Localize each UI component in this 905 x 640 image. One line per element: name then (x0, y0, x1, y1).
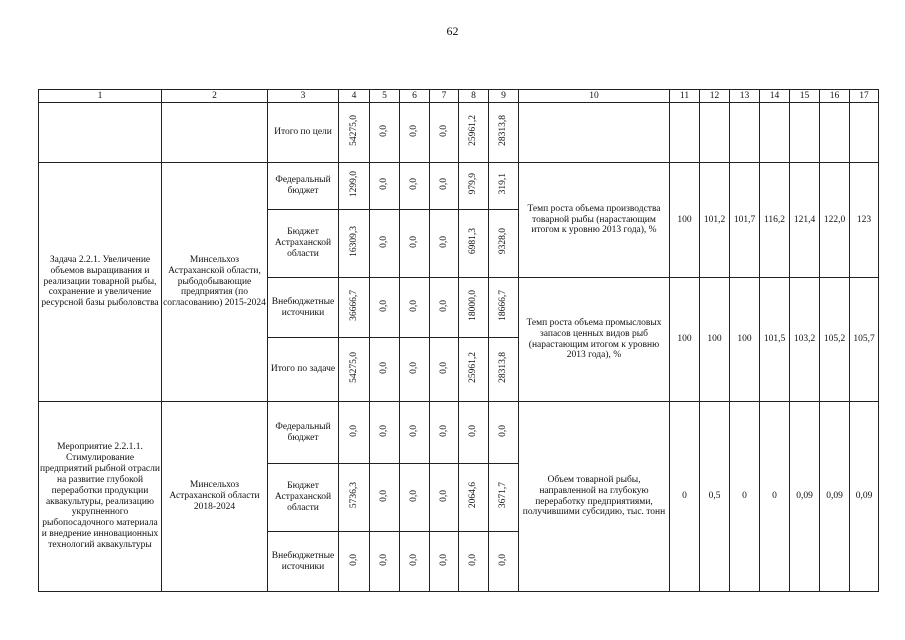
indicator-value: 0 (670, 402, 700, 592)
amount-2018: 2064,6 (468, 482, 479, 509)
amount-2017: 0,0 (438, 361, 449, 374)
empty-cell (670, 103, 700, 163)
col-header: 6 (400, 90, 430, 103)
amount-2016: 0,0 (409, 178, 420, 190)
amount-2017: 0,0 (438, 553, 449, 566)
amount-2015: 0,0 (379, 235, 390, 248)
amount-2016: 0,0 (409, 424, 420, 437)
indicator-value: 0,5 (700, 402, 730, 592)
col-header: 8 (459, 90, 489, 103)
indicator-value: 0 (730, 402, 760, 592)
amount-total: 5736,3 (348, 482, 359, 509)
indicator-value: 0,09 (850, 402, 879, 592)
amount-2015: 0,0 (379, 424, 390, 437)
indicator-value: 100 (700, 278, 730, 402)
empty-cell (820, 103, 850, 163)
amount-2018: 979,9 (468, 173, 479, 195)
col-header: 12 (700, 90, 730, 103)
amount-2019: 28313,8 (498, 115, 509, 146)
indicator-value: 101,7 (730, 163, 760, 278)
amount-total: 1299,0 (348, 170, 359, 198)
amount-2018: 25961,2 (468, 115, 479, 146)
empty-cell (519, 103, 670, 163)
col-header: 3 (268, 90, 339, 103)
indicator-value: 116,2 (760, 163, 790, 278)
col-header: 5 (370, 90, 400, 103)
indicator-text: Темп роста объема производства товарной рыбы (нарастающим итогом к уровню 2013 года), % (519, 163, 670, 278)
empty-cell (760, 103, 790, 163)
amount-2019: 9328,0 (498, 228, 509, 255)
goal-total-row (39, 103, 879, 163)
indicator-value: 103,2 (790, 278, 820, 402)
source-label: Внебюджетные источники (268, 532, 339, 592)
amount-2017: 0,0 (438, 178, 449, 190)
amount-total: 54275,0 (348, 352, 359, 383)
measure-title: Мероприятие 2.2.1.1. Стимулирование предприятий рыбной отрасли на развитие глубокой переработки продукции аквакультуры, реализацию укрупненного рыбопосадочного материала и внедрение инновационных технологий аквакультуры (39, 402, 162, 592)
source-label: Федеральный бюджет (268, 163, 339, 210)
amount-total: 16309,3 (348, 226, 359, 257)
indicator-value: 100 (670, 278, 700, 402)
amount-2019: 0,0 (498, 553, 509, 566)
amount-2017: 0,0 (438, 124, 449, 137)
amount-2015: 0,0 (379, 489, 390, 502)
amount-total: 0,0 (348, 553, 359, 566)
amount-2016: 0,0 (409, 299, 420, 312)
indicator-value: 0,09 (790, 402, 820, 592)
page-number: 62 (446, 24, 459, 38)
amount-2018: 18000,0 (468, 290, 479, 321)
amount-2019: 319,1 (498, 173, 509, 195)
amount-2016: 0,0 (409, 124, 420, 137)
col-header: 10 (519, 90, 670, 103)
indicator-text: Темп роста объема промысловых запасов ценных видов рыб (нарастающим итогом к уровню 2013 года), % (519, 278, 670, 402)
col-header: 4 (339, 90, 370, 103)
measure-row-federal (39, 402, 879, 464)
task-title: Задача 2.2.1. Увеличение объемов выращивания и реализации товарной рыбы, сохранение и увеличение ресурсной базы рыболовства (39, 163, 162, 402)
indicator-value: 0 (760, 402, 790, 592)
source-label: Итого по задаче (268, 338, 339, 402)
indicator-value: 121,4 (790, 163, 820, 278)
amount-2018: 0,0 (468, 553, 479, 566)
task-row-federal (39, 163, 879, 210)
amount-total: 54275,0 (348, 115, 359, 146)
source-label: Бюджет Астраханской области (268, 464, 339, 532)
amount-2017: 0,0 (438, 489, 449, 502)
col-header: 17 (850, 90, 879, 103)
empty-cell (162, 103, 268, 163)
budget-table (38, 89, 879, 592)
amount-2015: 0,0 (379, 553, 390, 566)
amount-2017: 0,0 (438, 424, 449, 437)
col-header: 7 (430, 90, 459, 103)
amount-2015: 0,0 (379, 299, 390, 312)
source-label: Итого по цели (268, 103, 339, 163)
amount-total: 36666,7 (348, 290, 359, 321)
amount-2017: 0,0 (438, 299, 449, 312)
indicator-value: 105,2 (820, 278, 850, 402)
empty-cell (39, 103, 162, 163)
indicator-text: Объем товарной рыбы, направленной на глубокую переработку предприятиями, получившими субсидию, тыс. тонн (519, 402, 670, 592)
col-header: 16 (820, 90, 850, 103)
col-header: 15 (790, 90, 820, 103)
amount-2018: 6981,3 (468, 228, 479, 255)
indicator-value: 101,2 (700, 163, 730, 278)
amount-2019: 28313,8 (498, 352, 509, 383)
col-header: 2 (162, 90, 268, 103)
amount-2016: 0,0 (409, 235, 420, 248)
amount-2015: 0,0 (379, 178, 390, 190)
source-label: Федеральный бюджет (268, 402, 339, 464)
empty-cell (730, 103, 760, 163)
amount-2018: 0,0 (468, 424, 479, 437)
amount-2015: 0,0 (379, 361, 390, 374)
amount-2015: 0,0 (379, 124, 390, 137)
indicator-value: 101,5 (760, 278, 790, 402)
amount-2018: 25961,2 (468, 352, 479, 383)
indicator-value: 122,0 (820, 163, 850, 278)
source-label: Бюджет Астраханской области (268, 210, 339, 278)
indicator-value: 100 (730, 278, 760, 402)
col-header: 13 (730, 90, 760, 103)
task-executor: Минсельхоз Астраханской области, рыбодобывающие предприятия (по согласованию) 2015-2024 (162, 163, 268, 402)
col-header: 11 (670, 90, 700, 103)
amount-2016: 0,0 (409, 553, 420, 566)
empty-cell (790, 103, 820, 163)
col-header: 1 (39, 90, 162, 103)
empty-cell (700, 103, 730, 163)
col-header: 14 (760, 90, 790, 103)
col-header: 9 (489, 90, 519, 103)
indicator-value: 0,09 (820, 402, 850, 592)
source-label: Внебюджетные источники (268, 278, 339, 338)
amount-2019: 18666,7 (498, 290, 509, 321)
amount-2019: 3671,7 (498, 482, 509, 509)
amount-2016: 0,0 (409, 361, 420, 374)
amount-2016: 0,0 (409, 489, 420, 502)
amount-2017: 0,0 (438, 235, 449, 248)
empty-cell (850, 103, 879, 163)
indicator-value: 100 (670, 163, 700, 278)
indicator-value: 123 (850, 163, 879, 278)
amount-total: 0,0 (348, 424, 359, 437)
measure-executor: Минсельхоз Астраханской области 2018-2024 (162, 402, 268, 592)
amount-2019: 0,0 (498, 424, 509, 437)
column-number-row (39, 90, 879, 103)
indicator-value: 105,7 (850, 278, 879, 402)
